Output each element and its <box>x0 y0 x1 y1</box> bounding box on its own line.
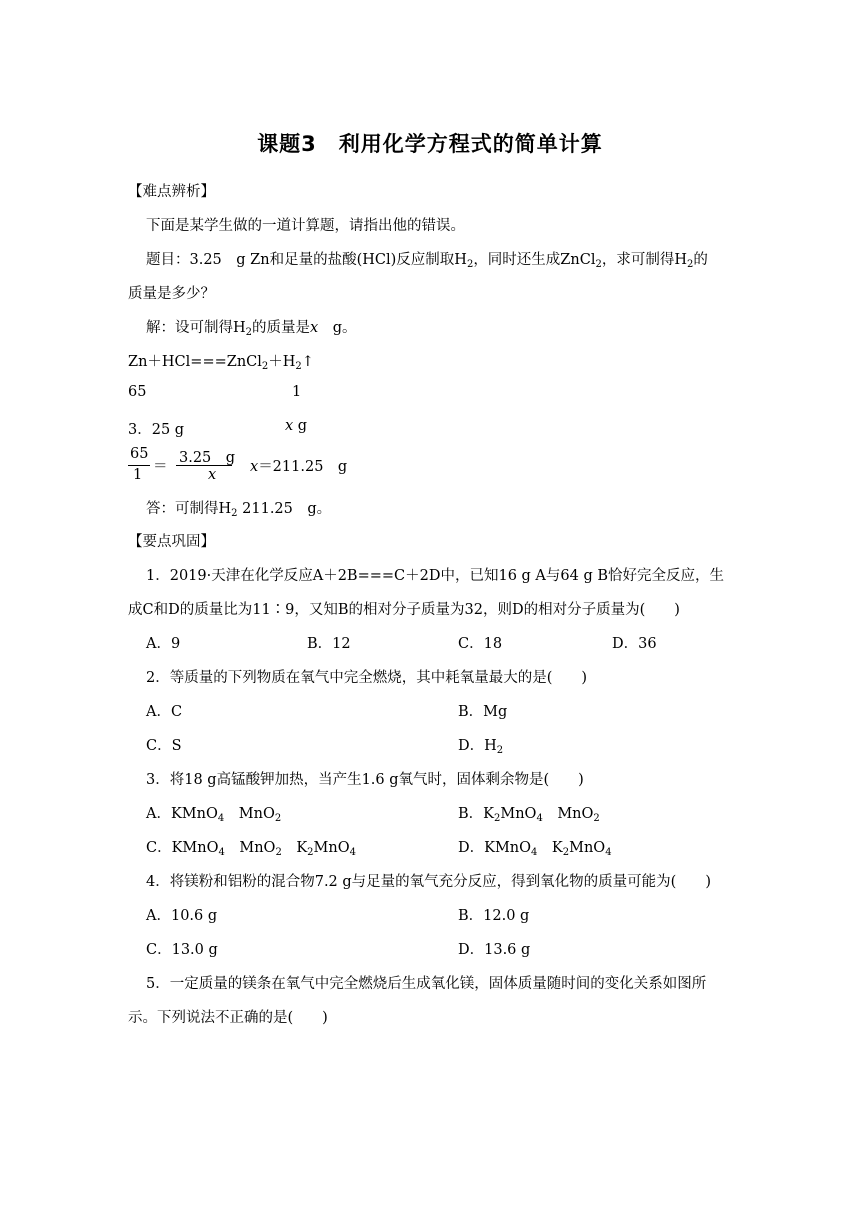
q4-option-a: A．10.6 g <box>146 908 218 924</box>
fraction-right-numerator: 3.25 g <box>179 450 236 466</box>
q2-option-b: B．Mg <box>458 704 508 720</box>
answer: 答：可制得$H_2$ 211.25 g。 <box>146 501 332 519</box>
equals-sign: ＝ <box>153 459 168 475</box>
q1-option-c: C．18 <box>458 636 503 652</box>
given-mass: 3．25 g <box>128 422 185 438</box>
q3-option-c: C．KMnO$_4$ MnO$_2$ $K_2MnO_4$ <box>146 840 356 858</box>
result: x＝211.25 g <box>250 459 348 475</box>
q3-option-d: D．KMnO$_4$ $K_2MnO_4$ <box>458 840 612 858</box>
mass-ratio-right: 1 <box>292 384 302 400</box>
q3-option-b: B．$K_2MnO_4$ MnO$_2$ <box>458 806 600 824</box>
chemical-equation: $Zn+HCl===ZnCl_2+H_2↑$ <box>128 354 314 372</box>
q2-option-d: D．$H_2$ <box>458 738 504 756</box>
q3-option-a: A．KMnO$_4$ MnO$_2$ <box>146 806 282 824</box>
q4-option-b: B．12.0 g <box>458 908 530 924</box>
q2-option-c: C．S <box>146 738 182 754</box>
q1-option-d: D．36 <box>612 636 657 652</box>
question-1-line-1: 1．2019·天津在化学反应A＋2B===C＋2D中，已知16 g A与64 g B恰好完全反应，生 <box>146 568 725 584</box>
fraction-right-bar <box>176 465 232 466</box>
fraction-left-bar <box>128 465 150 466</box>
q1-option-a: A．9 <box>146 636 181 652</box>
fraction-left-denominator: 1 <box>133 467 143 483</box>
solution-let: 解：设可制得$H_2$的质量是x g。 <box>146 320 357 338</box>
fraction-right-denominator: x <box>208 467 217 483</box>
q4-option-d: D．13.6 g <box>458 942 531 958</box>
question-1-line-2: 成C和D的质量比为11∶9，又知B的相对分子质量为32，则D的相对分子质量为( ) <box>128 602 680 618</box>
problem-line-2: 质量是多少？ <box>128 286 215 302</box>
section-heading-review: 【要点巩固】 <box>128 534 215 550</box>
problem-line-1: 题目：3.25 g Zn和足量的盐酸(HCl)反应制取$H_2$，同时还生成ZnCl$_2$，求可制得$H_2$的 <box>146 252 708 270</box>
unknown-mass: x g <box>285 418 308 434</box>
intro-text: 下面是某学生做的一道计算题，请指出他的错误。 <box>146 218 465 234</box>
section-heading-difficulty: 【难点辨析】 <box>128 184 215 200</box>
question-5-line-2: 示。下列说法不正确的是( ) <box>128 1010 328 1026</box>
question-4-stem: 4．将镁粉和铝粉的混合物7.2 g与足量的氧气充分反应，得到氧化物的质量可能为( ) <box>146 874 711 890</box>
fraction-left-numerator: 65 <box>130 446 149 462</box>
question-5-line-1: 5．一定质量的镁条在氧气中完全燃烧后生成氧化镁，固体质量随时间的变化关系如图所 <box>146 976 707 992</box>
q1-option-b: B．12 <box>307 636 351 652</box>
q4-option-c: C．13.0 g <box>146 942 218 958</box>
mass-ratio-left: 65 <box>128 384 147 400</box>
question-2-stem: 2．等质量的下列物质在氧气中完全燃烧，其中耗氧量最大的是( ) <box>146 670 588 686</box>
page-title: 课题3 利用化学方程式的简单计算 <box>257 132 603 156</box>
q2-option-a: A．C <box>146 704 183 720</box>
question-3-stem: 3．将18 g高锰酸钾加热，当产生1.6 g氧气时，固体剩余物是( ) <box>146 772 584 788</box>
